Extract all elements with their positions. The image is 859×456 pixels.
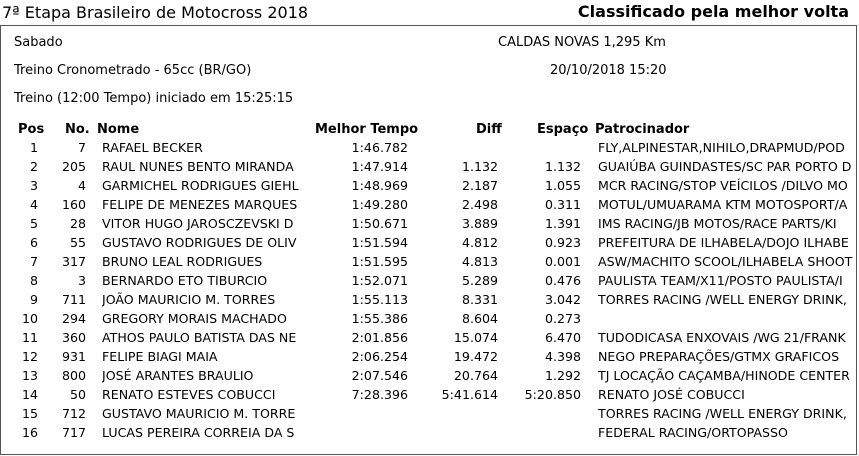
cell-best-time: 1:55.113 [351,292,408,307]
table-row [0,214,857,233]
cell-name: GARMICHEL RODRIGUES GIEHL [102,178,299,193]
cell-best-time: 1:48.969 [351,178,408,193]
cell-name: ATHOS PAULO BATISTA DAS NE [102,330,297,345]
cell-pos: 11 [21,330,38,345]
cell-number: 50 [69,387,86,402]
cell-number: 800 [61,368,86,383]
cell-sponsor: TUDODICASA ENXOVAIS /WG 21/FRANK [598,330,846,345]
cell-diff: 5.289 [461,273,498,288]
cell-gap: 1.055 [544,178,581,193]
session-start-label: Treino (12:00 Tempo) iniciado em 15:25:15 [14,91,294,106]
cell-number: 317 [61,254,86,269]
cell-pos: 6 [29,235,38,250]
table-row [0,271,857,290]
report-subtitle: Classificado pela melhor volta [577,2,849,21]
cell-pos: 7 [29,254,38,269]
table-row [0,309,857,328]
cell-gap: 1.292 [544,368,581,383]
cell-gap: 0.476 [544,273,581,288]
table-row [0,138,857,157]
cell-best-time: 1:49.280 [351,197,408,212]
cell-gap: 4.398 [544,349,581,364]
cell-sponsor: TORRES RACING /WELL ENERGY DRINK, [598,292,847,307]
cell-number: 55 [69,235,86,250]
cell-number: 931 [61,349,86,364]
cell-sponsor: MOTUL/UMUARAMA KTM MOTOSPORT/A [598,197,848,212]
cell-diff: 2.187 [461,178,498,193]
cell-best-time: 1:50.671 [351,216,408,231]
cell-number: 205 [61,159,86,174]
cell-diff: 2.498 [461,197,498,212]
cell-best-time: 1:47.914 [351,159,408,174]
cell-name: BERNARDO ETO TIBURCIO [102,273,268,288]
cell-name: VITOR HUGO JAROSCZEVSKI D [102,216,294,231]
cell-number: 712 [61,406,86,421]
col-gap: Espaço [537,122,589,137]
cell-name: GUSTAVO MAURICIO M. TORRE [102,406,296,421]
cell-sponsor: FLY,ALPINESTAR,NIHILO,DRAPMUD/POD [598,140,845,155]
table-row [0,195,857,214]
session-label: Treino Cronometrado - 65cc (BR/GO) [14,63,252,78]
cell-pos: 8 [29,273,38,288]
cell-best-time: 1:52.071 [351,273,408,288]
cell-best-time: 2:01.856 [351,330,408,345]
cell-diff: 15.074 [453,330,498,345]
cell-sponsor: PAULISTA TEAM/X11/POSTO PAULISTA/I [598,273,843,288]
table-row [0,233,857,252]
cell-name: RAFAEL BECKER [102,140,203,155]
cell-pos: 14 [21,387,38,402]
col-sponsor: Patrocinador [595,122,690,137]
cell-number: 717 [61,425,86,440]
cell-name: JOSÉ ARANTES BRAULIO [102,368,254,383]
cell-pos: 12 [21,349,38,364]
col-name: Nome [97,122,140,137]
cell-best-time: 1:51.595 [351,254,408,269]
cell-sponsor: FEDERAL RACING/ORTOPASSO [598,425,788,440]
table-row [0,252,857,271]
cell-diff: 20.764 [453,368,498,383]
cell-number: 28 [69,216,86,231]
table-row [0,290,857,309]
cell-sponsor: PREFEITURA DE ILHABELA/DOJO ILHABE [598,235,849,250]
cell-best-time: 1:46.782 [351,140,408,155]
cell-best-time: 2:07.546 [351,368,408,383]
col-best-time: Melhor Tempo [315,122,419,137]
cell-number: 7 [77,140,86,155]
cell-pos: 4 [29,197,38,212]
cell-sponsor: NEGO PREPARAÇÕES/GTMX GRAFICOS [598,349,840,364]
cell-best-time: 2:06.254 [351,349,408,364]
table-row [0,404,857,423]
cell-pos: 9 [29,292,38,307]
cell-gap: 1.391 [544,216,581,231]
cell-number: 4 [77,178,86,193]
cell-name: FELIPE BIAGI MAIA [102,349,218,364]
cell-number: 360 [61,330,86,345]
cell-diff: 1.132 [461,159,498,174]
cell-gap: 5:20.850 [524,387,581,402]
cell-sponsor: MCR RACING/STOP VEÍCILOS /DILVO MO [598,178,848,193]
cell-number: 294 [61,311,86,326]
cell-name: BRUNO LEAL RODRIGUES [102,254,263,269]
cell-best-time: 1:55.386 [351,311,408,326]
cell-pos: 2 [29,159,38,174]
cell-pos: 10 [21,311,38,326]
cell-diff: 4.812 [461,235,498,250]
cell-diff: 8.604 [461,311,498,326]
cell-name: JOÃO MAURICIO M. TORRES [102,292,276,307]
cell-pos: 5 [29,216,38,231]
cell-number: 3 [77,273,86,288]
cell-gap: 0.311 [544,197,581,212]
cell-gap: 0.001 [544,254,581,269]
cell-number: 160 [61,197,86,212]
cell-gap: 0.923 [544,235,581,250]
cell-sponsor: TJ LOCAÇÃO CAÇAMBA/HINODE CENTER [598,368,850,383]
cell-diff: 5:41.614 [441,387,498,402]
cell-sponsor: ASW/MACHITO SCOOL/ILHABELA SHOOT [598,254,853,269]
cell-sponsor: GUAIÚBA GUINDASTES/SC PAR PORTO D [598,159,852,174]
report-header [0,0,859,25]
table-row [0,385,857,404]
cell-diff: 19.472 [453,349,498,364]
cell-name: GREGORY MORAIS MACHADO [102,311,287,326]
cell-sponsor: TORRES RACING /WELL ENERGY DRINK, [598,406,847,421]
cell-best-time: 7:28.396 [351,387,408,402]
cell-sponsor: RENATO JOSÉ COBUCCI [598,387,745,402]
cell-sponsor: IMS RACING/JB MOTOS/RACE PARTS/KI [598,216,837,231]
col-diff: Diff [476,122,502,137]
day-label: Sabado [14,35,63,50]
cell-diff: 3.889 [461,216,498,231]
cell-number: 711 [61,292,86,307]
cell-diff: 8.331 [461,292,498,307]
location-label: CALDAS NOVAS 1,295 Km [498,35,666,50]
table-row [0,176,857,195]
cell-name: GUSTAVO RODRIGUES DE OLIV [102,235,297,250]
table-row [0,423,857,442]
cell-gap: 6.470 [544,330,581,345]
table-row [0,347,857,366]
cell-best-time: 1:51.594 [351,235,408,250]
cell-name: LUCAS PEREIRA CORREIA DA S [102,425,295,440]
cell-diff: 4.813 [461,254,498,269]
cell-pos: 15 [21,406,38,421]
cell-gap: 0.273 [544,311,581,326]
cell-name: FELIPE DE MENEZES MARQUES [102,197,298,212]
cell-pos: 3 [29,178,38,193]
cell-pos: 13 [21,368,38,383]
cell-pos: 16 [21,425,38,440]
col-pos: Pos [18,122,45,137]
cell-gap: 3.042 [544,292,581,307]
table-row [0,157,857,176]
cell-name: RENATO ESTEVES COBUCCI [102,387,276,402]
table-row [0,366,857,385]
table-row [0,328,857,347]
event-title: 7ª Etapa Brasileiro de Motocross 2018 [2,3,309,22]
cell-pos: 1 [29,140,38,155]
cell-name: RAUL NUNES BENTO MIRANDA [102,159,294,174]
col-number: No. [65,122,90,137]
datetime-label: 20/10/2018 15:20 [550,63,667,78]
cell-gap: 1.132 [544,159,581,174]
